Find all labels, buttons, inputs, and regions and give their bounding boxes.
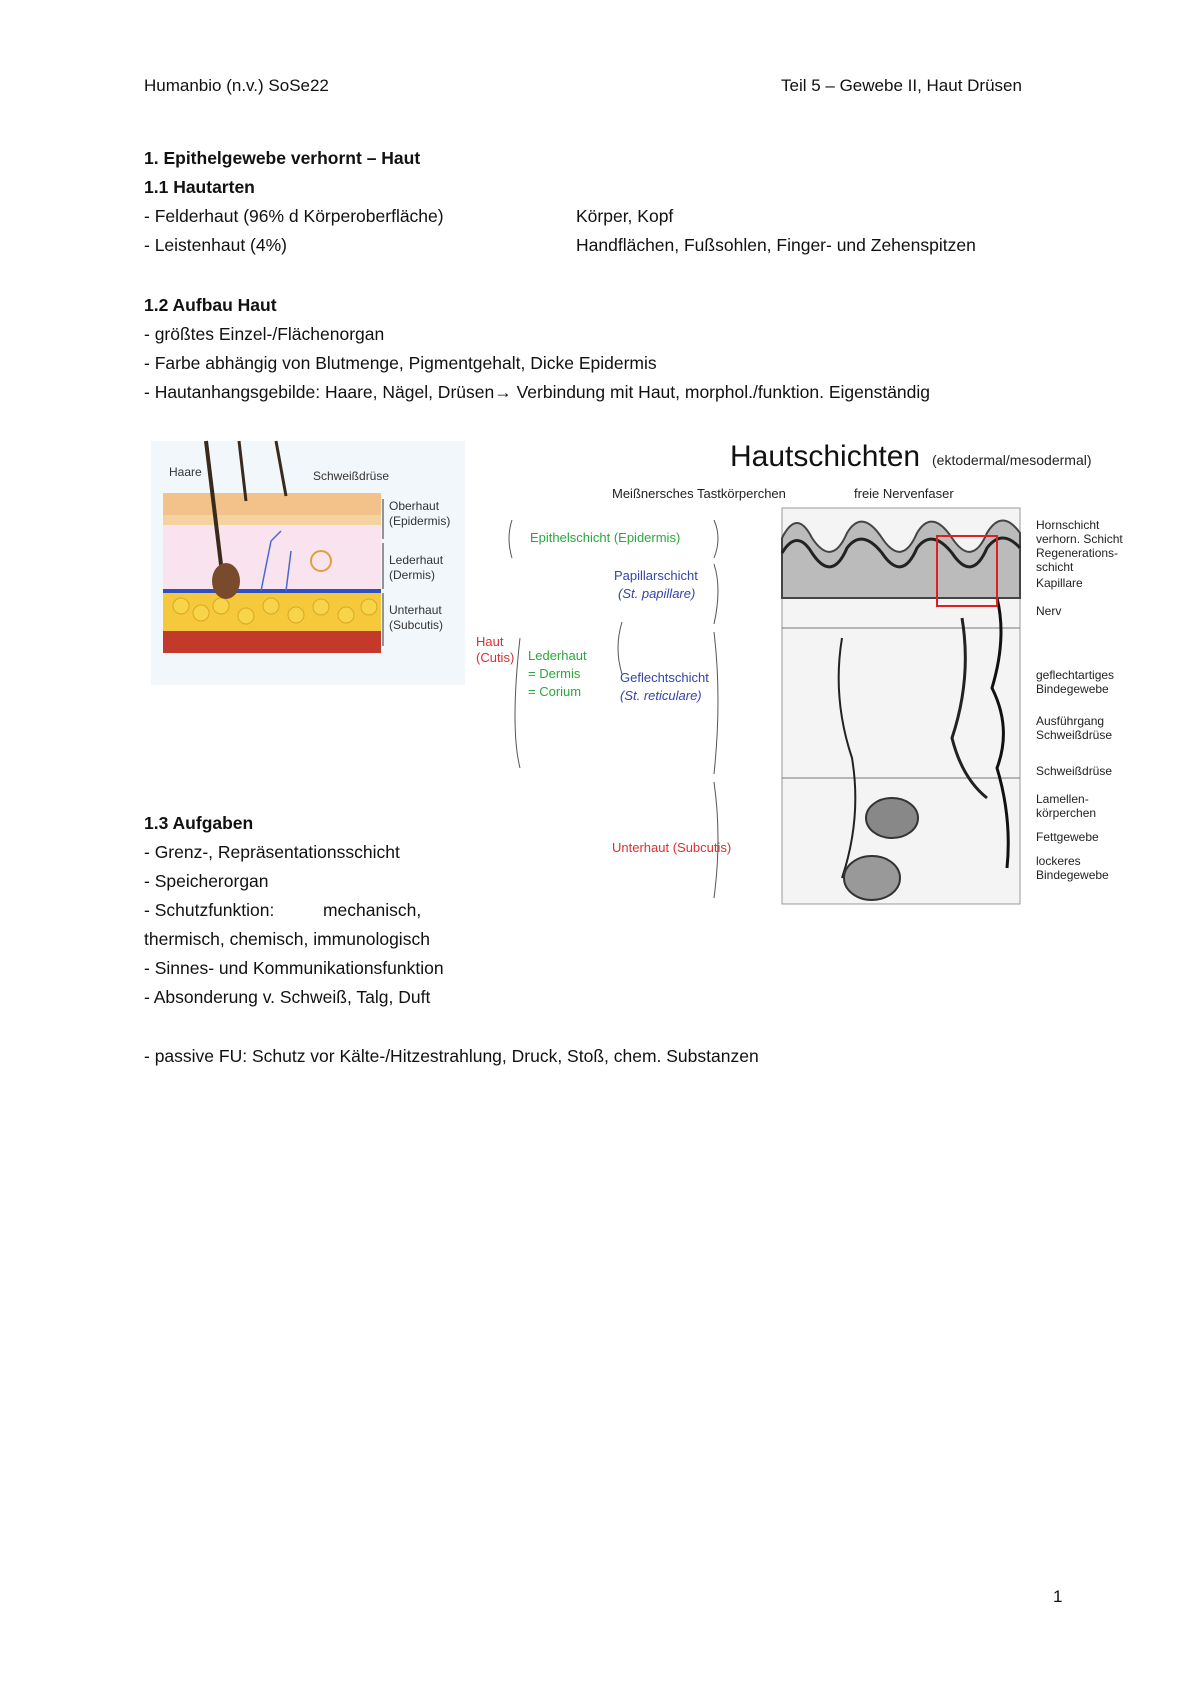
label-haut: Haut xyxy=(476,634,504,649)
aufbau-item: - Hautanhangsgebilde: Haare, Nägel, Drüsen→ Verbindung mit Haut, morphol./funktion. Eigenständig xyxy=(144,382,931,402)
right-label: Lamellen- xyxy=(1036,792,1089,806)
label-dermis: = Dermis xyxy=(528,666,581,681)
aufgaben-item: thermisch, chemisch, immunologisch xyxy=(144,929,430,949)
aufgaben-item: - Grenz-, Repräsentationsschicht xyxy=(144,842,400,862)
header-left: Humanbio (n.v.) SoSe22 xyxy=(144,76,329,95)
label-oberhaut: Oberhaut xyxy=(389,499,440,513)
right-label: geflechtartiges xyxy=(1036,668,1115,682)
right-label: Schweißdrüse xyxy=(1036,764,1113,778)
right-label: körperchen xyxy=(1036,806,1097,820)
label-haare: Haare xyxy=(169,465,202,479)
label-unterhaut-subcutis: Unterhaut (Subcutis) xyxy=(612,840,732,855)
label-papillarschicht: Papillarschicht xyxy=(614,568,698,583)
figure-subtitle: (ektodermal/mesodermal) xyxy=(932,452,1092,468)
label-meissner: Meißnersches Tastkörperchen xyxy=(612,486,786,501)
hautart-row-left: - Felderhaut (96% d Körperoberfläche) xyxy=(144,206,444,226)
aufgaben-item: - Speicherorgan xyxy=(144,871,269,891)
hautart-row-left: - Leistenhaut (4%) xyxy=(144,235,287,255)
subsection-hautarten: 1.1 Hautarten xyxy=(144,177,255,197)
label-epithelschicht: Epithelschicht (Epidermis) xyxy=(530,530,681,545)
label-lederhaut: Lederhaut xyxy=(528,648,587,663)
right-label: Hornschicht xyxy=(1036,518,1100,532)
label-schweissdruese: Schweißdrüse xyxy=(313,469,390,483)
aufgaben-item: - Sinnes- und Kommunikationsfunktion xyxy=(144,958,444,978)
label-lederhaut: Lederhaut xyxy=(389,553,444,567)
right-label: Ausführgang xyxy=(1036,714,1105,728)
figure-title: Hautschichten xyxy=(730,440,921,473)
label-epidermis: (Epidermis) xyxy=(389,514,451,528)
aufgaben-item: - Schutzfunktion: mechanisch, xyxy=(144,900,422,920)
right-label: Bindegewebe xyxy=(1036,868,1109,882)
subsection-aufbau: 1.2 Aufbau Haut xyxy=(144,295,277,315)
label-freie-nervenfaser: freie Nervenfaser xyxy=(854,486,954,501)
right-label: Fettgewebe xyxy=(1036,830,1099,844)
label-st-reticulare: (St. reticulare) xyxy=(620,688,702,703)
right-label: Bindegewebe xyxy=(1036,682,1109,696)
hautart-row-right: Körper, Kopf xyxy=(576,206,674,226)
right-label: Nerv xyxy=(1036,604,1062,618)
page-number: 1 xyxy=(1053,1587,1063,1606)
subsection-aufgaben: 1.3 Aufgaben xyxy=(144,813,254,833)
right-label: Kapillare xyxy=(1036,576,1083,590)
label-dermis: (Dermis) xyxy=(389,568,435,582)
right-label: Regenerations- xyxy=(1036,546,1119,560)
right-label: lockeres xyxy=(1036,854,1081,868)
label-geflechtschicht: Geflechtschicht xyxy=(620,670,709,685)
hautschichten-figure xyxy=(476,438,1152,904)
aufgaben-item: - Absonderung v. Schweiß, Talg, Duft xyxy=(144,987,431,1007)
right-label: verhorn. Schicht xyxy=(1036,532,1123,546)
passive-fu-line: - passive FU: Schutz vor Kälte-/Hitzestrahlung, Druck, Stoß, chem. Substanzen xyxy=(144,1046,759,1066)
label-subcutis: (Subcutis) xyxy=(389,618,444,632)
label-unterhaut: Unterhaut xyxy=(389,603,442,617)
aufbau-item: - größtes Einzel-/Flächenorgan xyxy=(144,324,385,344)
section-title: 1. Epithelgewebe verhornt – Haut xyxy=(144,148,421,168)
right-label: schicht xyxy=(1036,560,1074,574)
aufbau-item: - Farbe abhängig von Blutmenge, Pigmentgehalt, Dicke Epidermis xyxy=(144,353,657,373)
label-cutis: (Cutis) xyxy=(476,650,515,665)
label-st-papillare: (St. papillare) xyxy=(618,586,696,601)
skin-cross-section-figure xyxy=(151,441,465,685)
right-label: Schweißdrüse xyxy=(1036,728,1113,742)
header-right: Teil 5 – Gewebe II, Haut Drüsen xyxy=(781,76,1022,95)
hautart-row-right: Handflächen, Fußsohlen, Finger- und Zehenspitzen xyxy=(576,235,976,255)
label-corium: = Corium xyxy=(528,684,582,699)
